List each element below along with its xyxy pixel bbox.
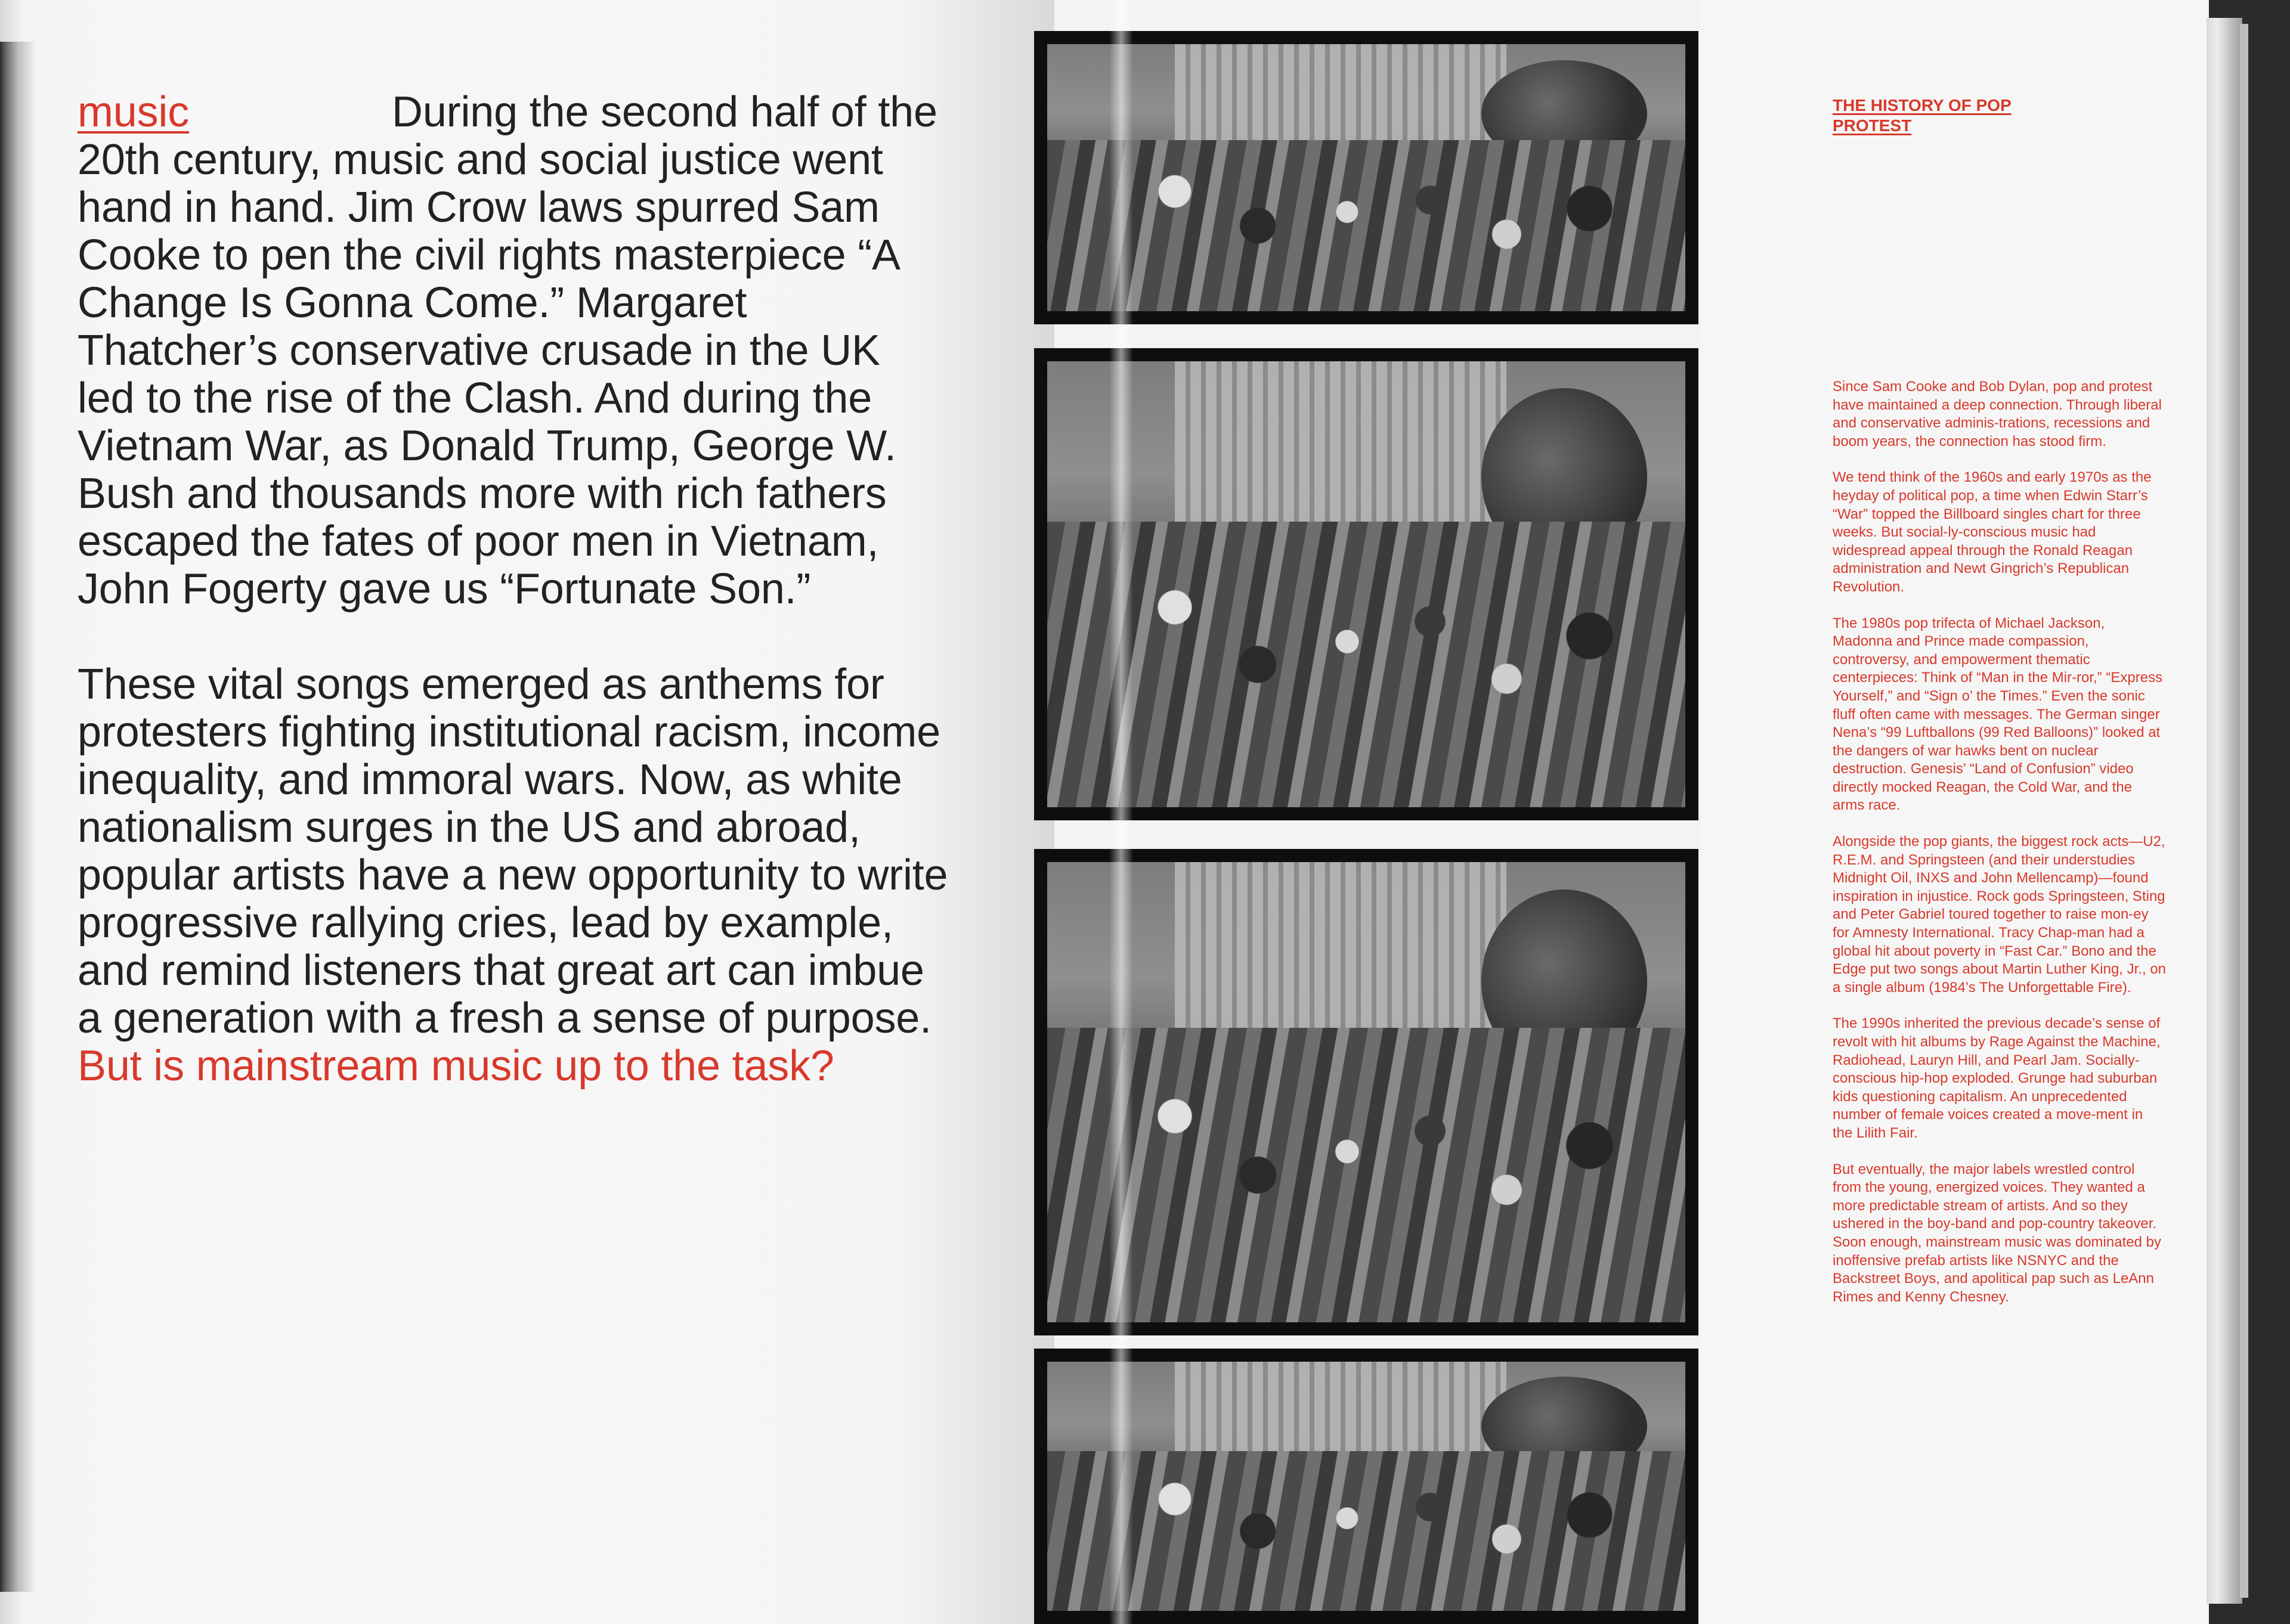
film-frame-2: [1034, 348, 1698, 820]
sidebar-paragraph: Since Sam Cooke and Bob Dylan, pop and protest have maintained a deep connection. Through liberal and conservative adminis-trations, recessions and boom years, the connection has stood firm.: [1833, 379, 2162, 450]
protest-photo-icon: [1047, 862, 1685, 1322]
sidebar-text: [1833, 378, 2167, 1324]
paragraph-1-text: During the second half of the 20th century, music and social justice went hand in hand. Jim Crow laws spurred Sam Cooke to pen the civil rights masterpiece “A Change Is Gonna Come.” Margaret Thatcher’s conservative crusade in the UK led to the rise of the Clash. And during the Vietnam War, as Donald Trump, George W. Bush and thousands more with rich fathers escaped the fates of poor men in Vietnam, John Fogerty gave us “Fortunate Son.”: [78, 88, 937, 613]
film-frame-3: [1034, 849, 1698, 1335]
page-stack-right-edge-shadow: [2240, 24, 2248, 1598]
sidebar-title: THE HISTORY OF POP PROTEST: [1833, 96, 2012, 135]
film-frame-4: [1034, 1349, 1698, 1624]
paragraph-1: [78, 88, 948, 613]
page-stack-left-edge: [0, 42, 36, 1592]
film-frame-1: [1034, 31, 1698, 324]
page-stack-right-edge: [2207, 18, 2242, 1604]
left-page: [0, 0, 1055, 1624]
sidebar-paragraph: The 1980s pop trifecta of Michael Jackson, Madonna and Prince made compassion, controversy, and empowerment thematic centerpieces: Think of “Man in the Mir-ror,” “Express Yourself,” and “Sign o’ the Times.” Even the sonic fluff often came with messages. The German singer Nena’s “99 Luftballons (99 Red Balloons)” looked at the dangers of war hawks bent on nuclear destruction. Genesis’ “Land of Confusion” video directly mocked Reagan, the Cold War, and the arms race.: [1833, 615, 2163, 814]
paragraph-2-text: These vital songs emerged as anthems for protesters fighting institutional racism, income inequality, and immoral wars. Now, as white nationalism surges in the US and abroad, popular artists have a new opportunity to write progressive rallying cries, lead by example, and remind listeners that great art can imbue a generation with a fresh a sense of purpose.: [78, 661, 948, 1042]
paragraph-2-highlight: But is mainstream music up to the task?: [78, 1042, 834, 1090]
sidebar-paragraph: The 1990s inherited the previous decade’s sense of revolt with hit albums by Rage Against the Machine, Radiohead, Lauryn Hill, and Pearl Jam. Socially-conscious hip-hop exploded. Grunge had suburban kids questioning capitalism. An unprecedented number of female voices created a move-ment in the Lilith Fair.: [1833, 1015, 2161, 1141]
article-body: [78, 88, 948, 1090]
protest-photo-icon: [1047, 44, 1685, 311]
sidebar-paragraph: We tend think of the 1960s and early 1970s as the heyday of political pop, a time when Edwin Starr’s “War” topped the Billboard singles chart for three weeks. But social-ly-conscious music had widespread appeal through the Ronald Reagan administration and Newt Gingrich’s Republican Revolution.: [1833, 469, 2152, 595]
sidebar-paragraph: But eventually, the major labels wrestled control from the young, energized voices. They wanted a more predictable stream of artists. And so they ushered in the boy-band and pop-country takeover. Soon enough, mainstream music was dominated by inoffensive prefab artists like NSNYC and the Backstreet Boys, and apolitical pap such as LeAnn Rimes and Kenny Chesney.: [1833, 1161, 2161, 1305]
protest-photo-icon: [1047, 361, 1685, 807]
section-kicker: music: [78, 88, 190, 136]
sidebar-paragraph: Alongside the pop giants, the biggest rock acts—U2, R.E.M. and Springsteen (and their understudies Midnight Oil, INXS and John Mellencamp)—found inspiration in injustice. Rock gods Springsteen, Sting and Peter Gabriel toured together to raise mon-ey for Amnesty International. Tracy Chap-man had a global hit about poverty in “Fast Car.” Bono and the Edge put two songs about Martin Luther King, Jr., on a single album (1984’s The Unforgettable Fire).: [1833, 833, 2167, 996]
paragraph-2: [78, 661, 948, 1090]
protest-photo-icon: [1047, 1362, 1685, 1611]
